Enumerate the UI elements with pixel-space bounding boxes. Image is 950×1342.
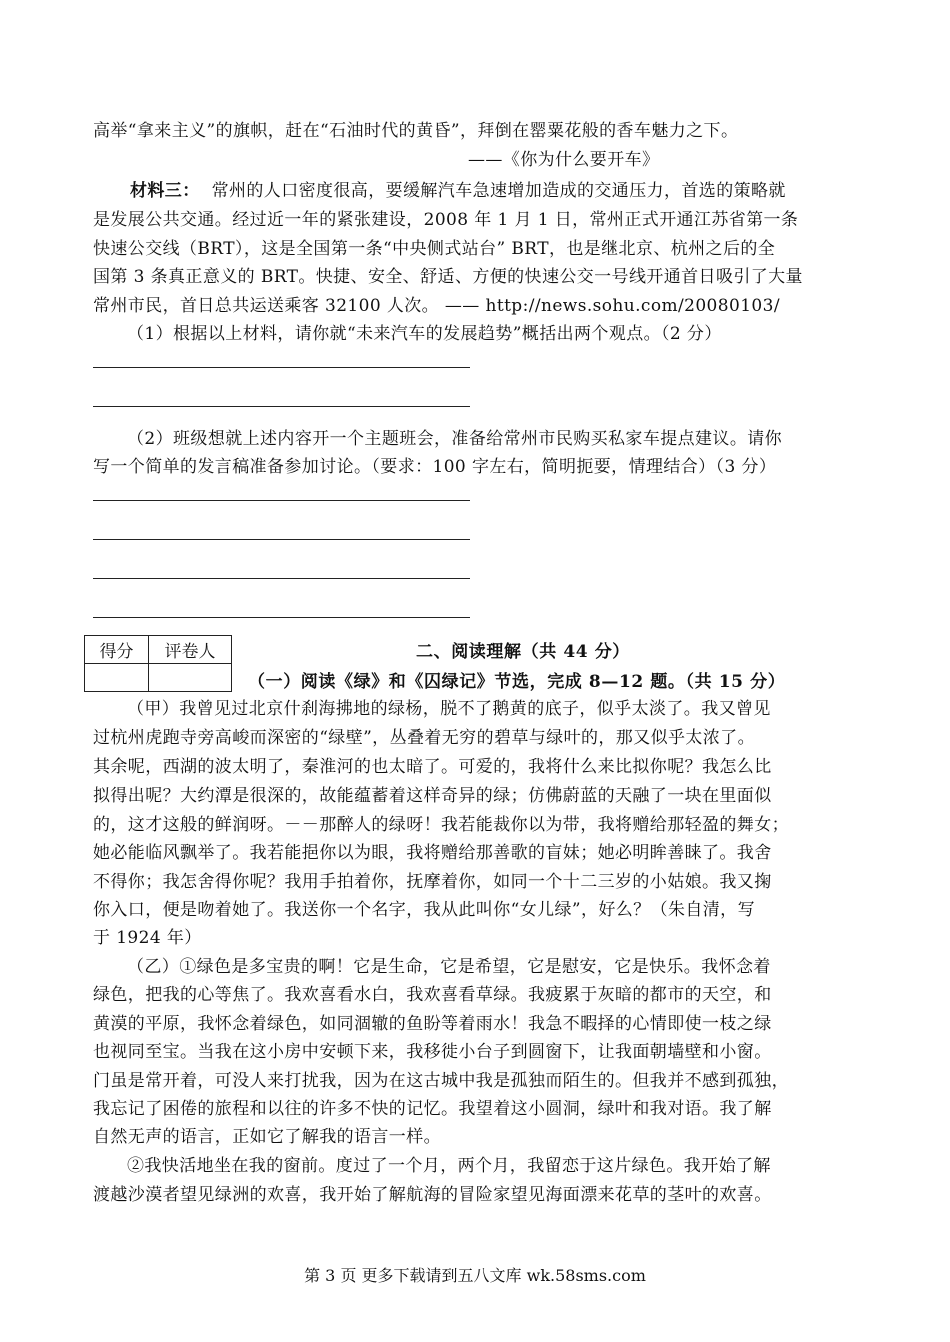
material3-line-3: 快速公交线（BRT），这是全国第一条“中央侧式站台” BRT，也是继北京、杭州之后的全 [93,239,776,259]
passage-a-line: 过杭州虎跑寺旁高峻而深密的“绿壁”，丛叠着无穷的碧草与绿叶的，那又似乎太浓了。 [93,728,755,748]
answer-line[interactable] [93,617,470,618]
grader-cell[interactable] [149,664,232,692]
answer-line[interactable] [93,539,470,540]
passage-a-line: 她必能临风飘举了。我若能挹你以为眼，我将赠给那善歌的盲妹；她必明眸善睐了。我舍 [93,843,772,863]
material3-text: 常州的人口密度很高，要缓解汽车急速增加造成的交通压力，首选的策略就 [211,181,786,201]
passage-a-line: 你入口，便是吻着她了。我送你一个名字，我从此叫你“女儿绿”，好么？（朱自清，写 [93,900,755,920]
passage-a-line: 不得你；我怎舍得你呢？我用手拍着你，抚摩着你，如同一个十二三岁的小姑娘。我又掬 [93,872,772,892]
material3-line-5: 常州市民，首日总共运送乘客 32100 人次。 —— http://news.sohu.com/20080103/ [93,296,780,316]
question-1: （1）根据以上材料，请你就“未来汽车的发展趋势”概括出两个观点。（2 分） [127,324,722,344]
continued-line: 高举“拿来主义”的旗帜，赶在“石油时代的黄昏”，拜倒在罂粟花般的香车魅力之下。 [93,121,739,141]
passage-b-line: 门虽是常开着，可没人来打扰我，因为在这古城中我是孤独而陌生的。但我并不感到孤独， [93,1071,789,1091]
question-2-line-1: （2）班级想就上述内容开一个主题班会，准备给常州市民购买私家车提点建议。请你 [127,429,783,449]
passage-a-line: 于 1924 年） [93,928,202,948]
passage-b-line: 渡越沙漠者望见绿洲的欢喜，我开始了解航海的冒险家望见海面漂来花草的茎叶的欢喜。 [93,1185,772,1205]
passage-b-line: （乙）①绿色是多宝贵的啊！它是生命，它是希望，它是慰安，它是快乐。我怀念着 [127,957,771,977]
passage-b-line: 绿色，把我的心等焦了。我欢喜看水白，我欢喜看草绿。我疲累于灰暗的都市的天空，和 [93,985,772,1005]
passage-b-line: 自然无声的语言，正如它了解我的语言一样。 [93,1127,441,1147]
section-title: 二、阅读理解（共 44 分） [416,642,630,662]
score-cell[interactable] [85,664,149,692]
passage-b-line: ②我快活地坐在我的窗前。度过了一个月，两个月，我留恋于这片绿色。我开始了解 [127,1156,771,1176]
material3-line-1 [130,180,863,202]
passage-a-line: （甲）我曾见过北京什刹海拂地的绿杨，脱不了鹅黄的底子，似乎太淡了。我又曾见 [127,699,771,719]
score-table [84,635,232,692]
passage-b-line: 也视同至宝。当我在这小房中安顿下来，我移徙小台子到圆窗下，让我面朝墙壁和小窗。 [93,1042,772,1062]
material3-label: 材料三： [130,181,200,201]
answer-line[interactable] [93,500,470,501]
answer-line[interactable] [93,578,470,579]
score-header: 得分 [85,636,149,664]
grader-header: 评卷人 [149,636,232,664]
passage-a-line: 的，这才这般的鲜润呀。－－那醉人的绿呀！我若能裁你以为带，我将赠给那轻盈的舞女； [93,815,789,835]
source-attribution: ——《你为什么要开车》 [468,150,660,170]
page-footer: 第 3 页 更多下载请到五八文库 wk.58sms.com [304,1266,646,1285]
passage-a-line: 其余呢，西湖的波太明了，秦淮河的也太暗了。可爱的，我将什么来比拟你呢？我怎么比 [93,757,772,777]
sub-title: （一）阅读《绿》和《囚绿记》节选，完成 8—12 题。（共 15 分） [248,672,786,692]
answer-line[interactable] [93,367,470,368]
passage-b-line: 我忘记了困倦的旅程和以往的许多不快的记忆。我望着这小圆洞，绿叶和我对语。我了解 [93,1099,772,1119]
passage-b-line: 黄漠的平原，我怀念着绿色，如同涸辙的鱼盼等着雨水！我急不暇择的心情即使一枝之绿 [93,1014,772,1034]
material3-line-4: 国第 3 条真正意义的 BRT。快捷、安全、舒适、方便的快速公交一号线开通首日吸引了大量 [93,267,803,287]
question-2-line-2: 写一个简单的发言稿准备参加讨论。（要求：100 字左右，简明扼要，情理结合）（3 分） [93,457,777,477]
passage-a-line: 拟得出呢？大约潭是很深的，故能蕴蓄着这样奇异的绿；仿佛蔚蓝的天融了一块在里面似 [93,786,772,806]
material3-line-2: 是发展公共交通。经过近一年的紧张建设，2008 年 1 月 1 日，常州正式开通江苏省第一条 [93,210,799,230]
answer-line[interactable] [93,406,470,407]
